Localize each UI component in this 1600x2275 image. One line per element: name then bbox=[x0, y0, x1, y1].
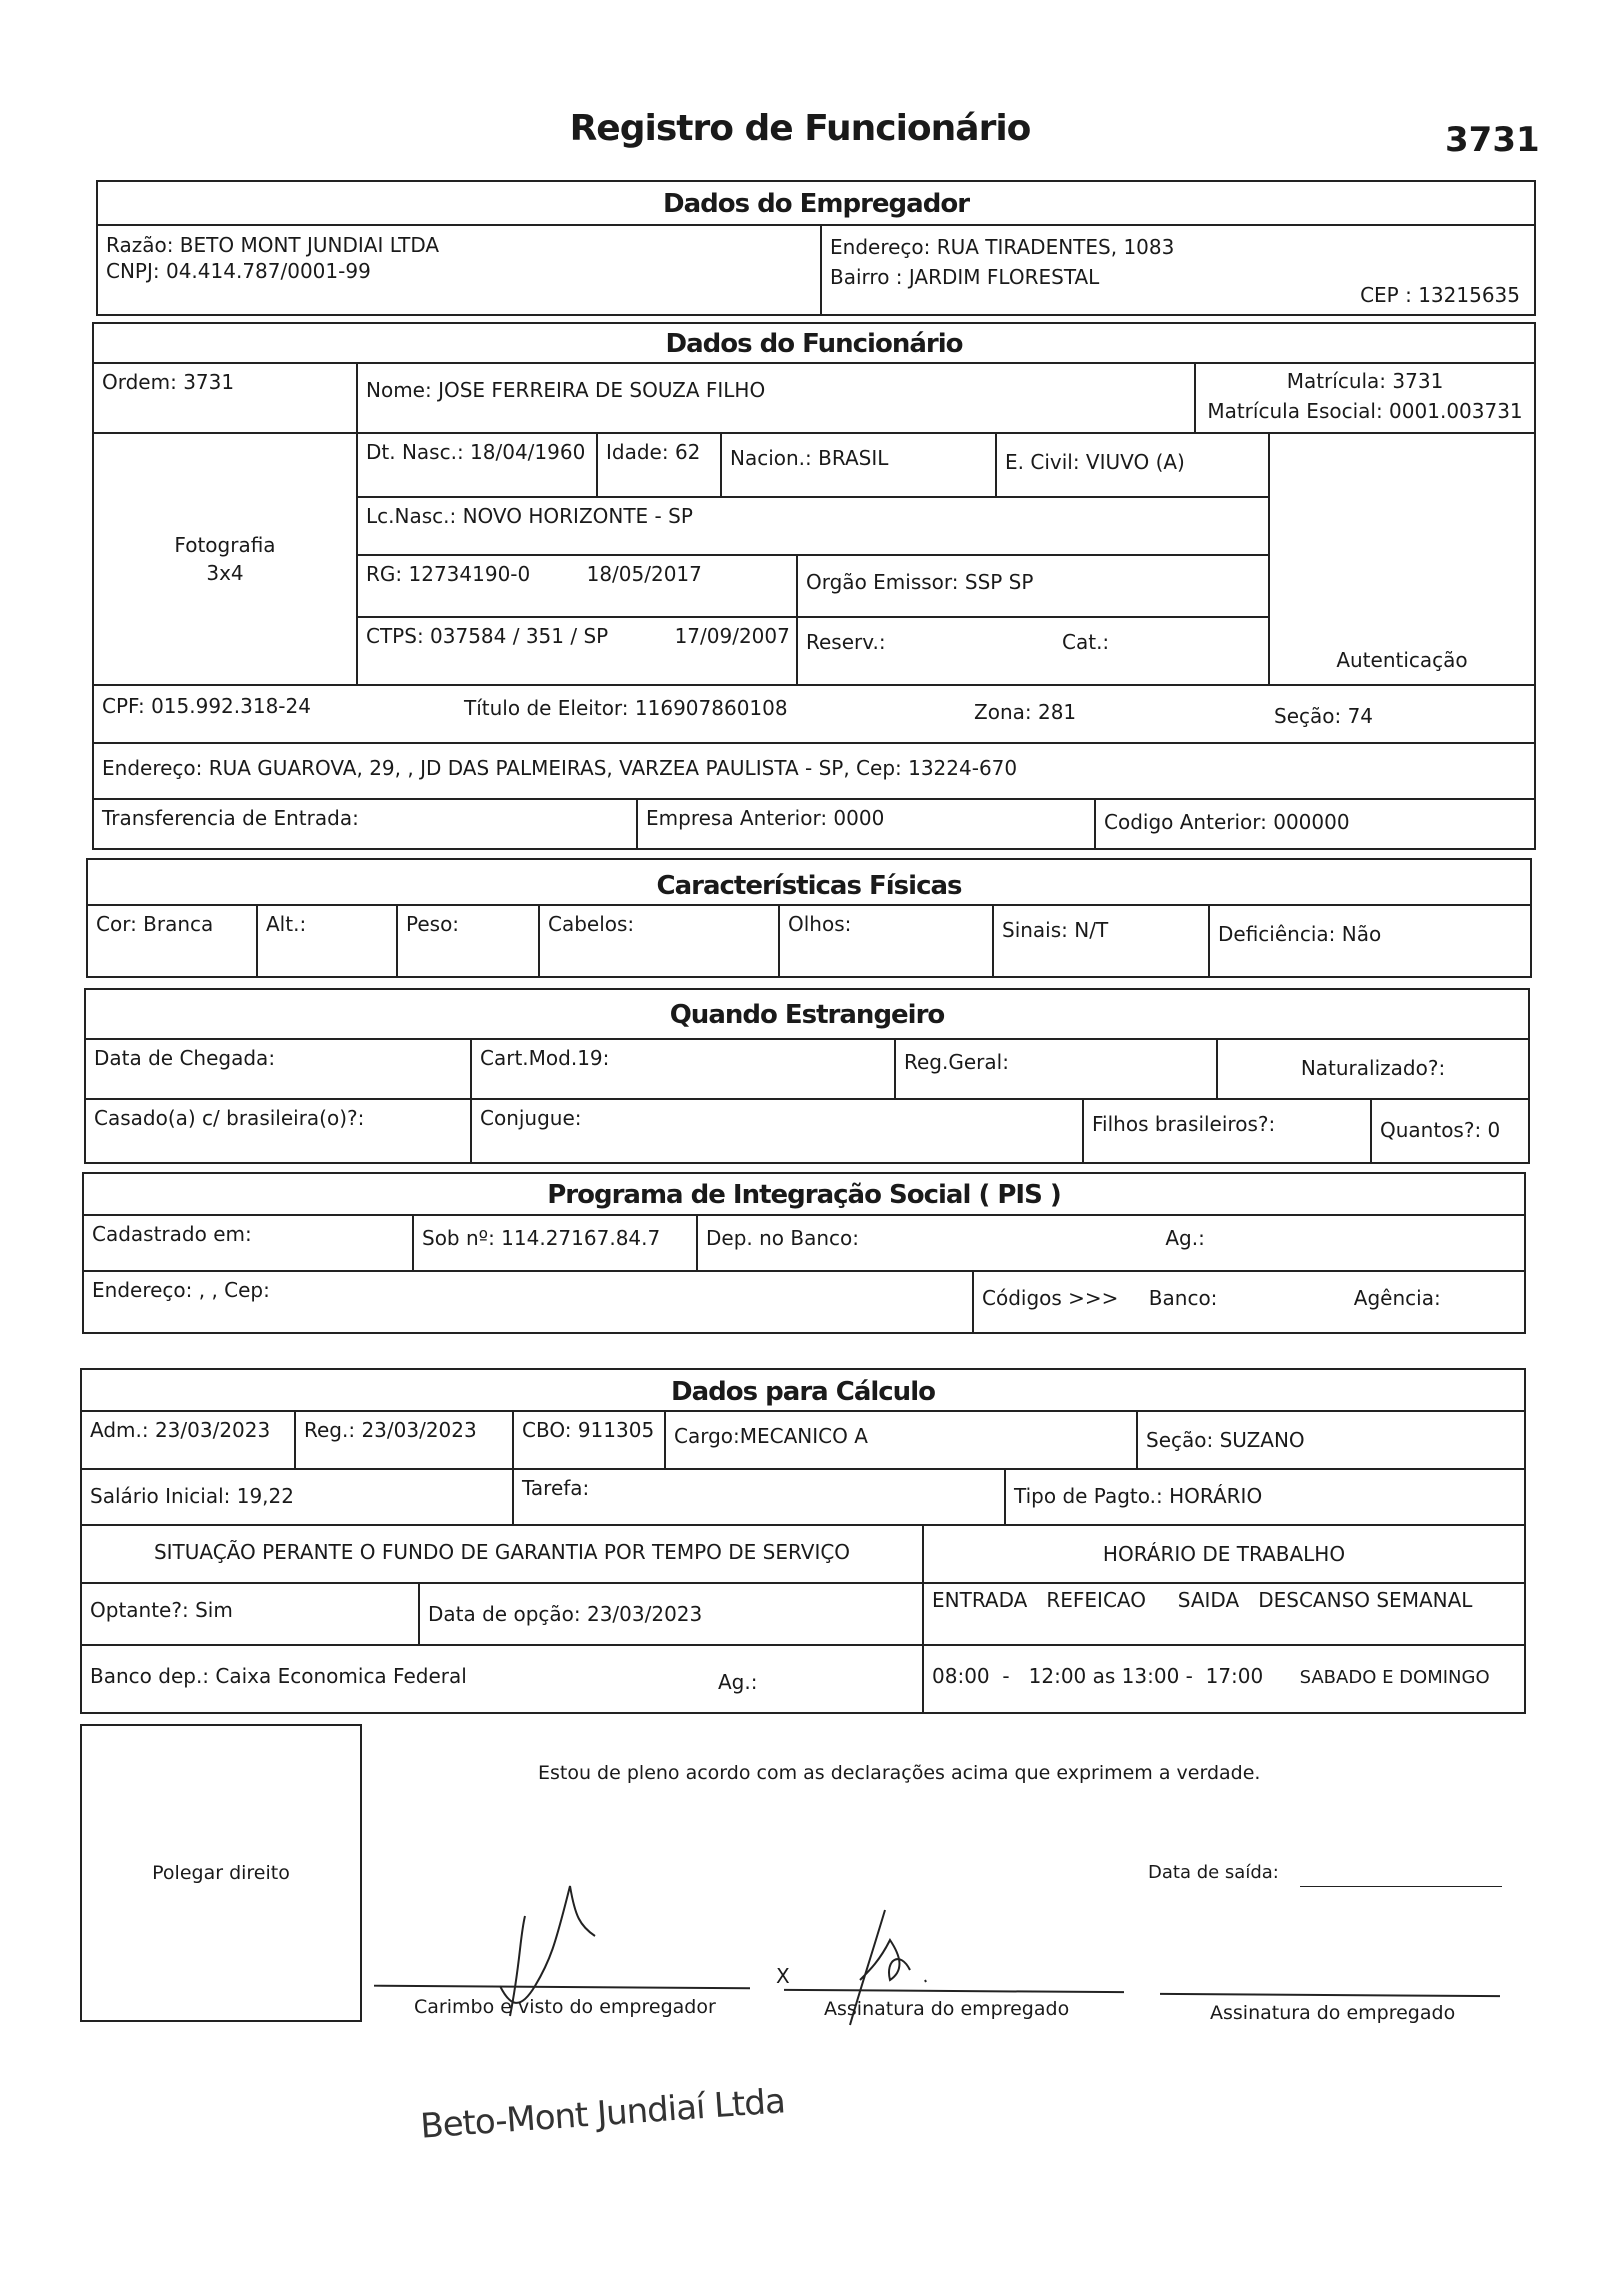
olhos: Olhos: bbox=[780, 906, 994, 976]
thumbprint-box bbox=[80, 1724, 362, 2022]
naturalizado: Naturalizado?: bbox=[1300, 1056, 1446, 1080]
ctps: CTPS: 037584 / 351 / SP bbox=[366, 624, 609, 648]
filhos-brasileiros: Filhos brasileiros?: bbox=[1084, 1100, 1372, 1162]
reg-geral: Reg.Geral: bbox=[896, 1040, 1218, 1098]
deficiencia: Deficiência: Não bbox=[1218, 922, 1382, 946]
pis-codigos: Códigos >>> bbox=[982, 1286, 1119, 1310]
horario-title: HORÁRIO DE TRABALHO bbox=[1102, 1542, 1346, 1566]
orgao-emissor: Orgão Emissor: SSP SP bbox=[806, 570, 1034, 594]
conjugue: Conjugue: bbox=[472, 1100, 1084, 1162]
transferencia-entrada: Transferencia de Entrada: bbox=[94, 800, 638, 850]
pis-section bbox=[82, 1172, 1526, 1334]
pis-numero: Sob nº: 114.27167.84.7 bbox=[414, 1216, 698, 1270]
matricula: Matrícula: 3731 bbox=[1286, 369, 1444, 393]
photo-label: Fotografia bbox=[174, 533, 276, 557]
reserv: Reserv.: bbox=[806, 630, 886, 654]
codigo-anterior: Codigo Anterior: 000000 bbox=[1104, 810, 1350, 834]
secao-eleitoral: Seção: 74 bbox=[1274, 704, 1374, 728]
employer-section-title: Dados do Empregador bbox=[98, 182, 1534, 226]
data-opcao: Data de opção: 23/03/2023 bbox=[428, 1602, 703, 1626]
ordem: Ordem: 3731 bbox=[94, 364, 358, 432]
tipo-pagamento: Tipo de Pagto.: HORÁRIO bbox=[1014, 1484, 1263, 1508]
salario-inicial: Salário Inicial: 19,22 bbox=[82, 1470, 514, 1524]
employee-signature-label: Assinatura do empregado bbox=[824, 1998, 1070, 2020]
declaration-text: Estou de pleno acordo com as declarações acima que exprimem a verdade. bbox=[538, 1762, 1261, 1784]
admissao: Adm.: 23/03/2023 bbox=[82, 1412, 296, 1468]
calculation-section-title: Dados para Cálculo bbox=[82, 1370, 1524, 1412]
estado-civil: E. Civil: VIUVO (A) bbox=[1005, 450, 1185, 474]
data-saida-line[interactable] bbox=[1300, 1886, 1502, 1887]
horario-values: 08:00 - 12:00 as 13:00 - 17:00 bbox=[932, 1664, 1264, 1688]
sinais: Sinais: N/T bbox=[994, 906, 1210, 976]
data-chegada: Data de Chegada: bbox=[86, 1040, 472, 1098]
cnpj: CNPJ: 04.414.787/0001-99 bbox=[106, 259, 371, 283]
empresa-anterior: Empresa Anterior: 0000 bbox=[638, 800, 1096, 850]
zona: Zona: 281 bbox=[974, 700, 1077, 724]
photo-placeholder bbox=[94, 434, 358, 684]
ctps-date: 17/09/2007 bbox=[674, 624, 790, 648]
peso: Peso: bbox=[398, 906, 540, 976]
document-number: 3731 bbox=[1445, 120, 1540, 160]
employee-section-title: Dados do Funcionário bbox=[94, 324, 1534, 364]
rg-date: 18/05/2017 bbox=[586, 562, 702, 586]
pis-endereco: Endereço: , , Cep: bbox=[84, 1272, 974, 1332]
physical-section bbox=[86, 858, 1532, 978]
cpf: CPF: 015.992.318-24 bbox=[102, 694, 311, 718]
data-saida-label: Data de saída: bbox=[1148, 1862, 1279, 1883]
descanso-semanal: SABADO E DOMINGO bbox=[1299, 1667, 1490, 1688]
quantos: Quantos?: 0 bbox=[1380, 1118, 1501, 1142]
razao-social: Razão: BETO MONT JUNDIAI LTDA bbox=[106, 233, 440, 257]
page-title: Registro de Funcionário bbox=[569, 108, 1031, 149]
local-nascimento: Lc.Nasc.: NOVO HORIZONTE - SP bbox=[366, 504, 693, 528]
photo-size-label: 3x4 bbox=[206, 561, 244, 585]
matricula-esocial: Matrícula Esocial: 0001.003731 bbox=[1207, 399, 1523, 423]
autenticacao bbox=[1270, 434, 1534, 684]
employee-signature-line-2 bbox=[1160, 1993, 1500, 1997]
secao-trabalho: Seção: SUZANO bbox=[1146, 1428, 1305, 1452]
pis-cadastrado: Cadastrado em: bbox=[84, 1216, 414, 1270]
autenticacao-label: Autenticação bbox=[1336, 648, 1468, 672]
horario-columns: ENTRADA REFEICAO SAIDA DESCANSO SEMANAL bbox=[932, 1588, 1473, 1612]
employee-address: Endereço: RUA GUAROVA, 29, , JD DAS PALMEIRAS, VARZEA PAULISTA - SP, Cep: 13224-670 bbox=[102, 756, 1018, 780]
registro: Reg.: 23/03/2023 bbox=[296, 1412, 514, 1468]
fgts-title: SITUAÇÃO PERANTE O FUNDO DE GARANTIA POR TEMPO DE SERVIÇO bbox=[153, 1540, 851, 1564]
cbo: CBO: 911305 bbox=[514, 1412, 666, 1468]
thumbprint-label: Polegar direito bbox=[152, 1862, 290, 1884]
physical-section-title: Características Físicas bbox=[88, 860, 1530, 906]
cabelos: Cabelos: bbox=[540, 906, 780, 976]
idade: Idade: 62 bbox=[598, 434, 722, 496]
titulo-eleitor: Título de Eleitor: 116907860108 bbox=[464, 696, 788, 720]
dt-nasc: Dt. Nasc.: 18/04/1960 bbox=[358, 434, 598, 496]
employer-address: Endereço: RUA TIRADENTES, 1083 bbox=[830, 235, 1175, 259]
cat: Cat.: bbox=[1062, 630, 1110, 654]
employer-bairro: Bairro : JARDIM FLORESTAL bbox=[830, 265, 1100, 289]
foreigner-section bbox=[84, 988, 1530, 1164]
pis-section-title: Programa de Integração Social ( PIS ) bbox=[84, 1174, 1524, 1216]
carimbo-label: Carimbo e visto do empregador bbox=[414, 1996, 716, 2018]
pis-dep-banco: Dep. no Banco: bbox=[706, 1226, 860, 1250]
cor: Cor: Branca bbox=[88, 906, 258, 976]
employer-cep: CEP : 13215635 bbox=[1360, 283, 1520, 307]
altura: Alt.: bbox=[258, 906, 398, 976]
cart-mod-19: Cart.Mod.19: bbox=[472, 1040, 896, 1098]
employer-section bbox=[96, 180, 1536, 316]
optante: Optante?: Sim bbox=[82, 1584, 420, 1644]
casado-brasileiro: Casado(a) c/ brasileira(o)?: bbox=[86, 1100, 472, 1162]
employee-signature-label-2: Assinatura do empregado bbox=[1210, 2002, 1456, 2024]
employee-section bbox=[92, 322, 1536, 850]
rg: RG: 12734190-0 bbox=[366, 562, 531, 586]
cargo: Cargo:MECANICO A bbox=[666, 1412, 1138, 1468]
banco-agencia: Ag.: bbox=[718, 1670, 758, 1694]
tarefa: Tarefa: bbox=[514, 1470, 1006, 1524]
pis-agencia-codigo: Agência: bbox=[1353, 1286, 1441, 1310]
nacionalidade: Nacion.: BRASIL bbox=[722, 434, 997, 496]
employee-name: Nome: JOSE FERREIRA DE SOUZA FILHO bbox=[358, 364, 1196, 432]
pis-banco: Banco: bbox=[1148, 1286, 1218, 1310]
banco-deposito: Banco dep.: Caixa Economica Federal bbox=[90, 1664, 467, 1688]
calculation-section bbox=[80, 1368, 1526, 1714]
signature-x-mark: X bbox=[776, 1964, 790, 1988]
pis-agencia: Ag.: bbox=[1165, 1226, 1205, 1250]
foreigner-section-title: Quando Estrangeiro bbox=[86, 990, 1528, 1040]
company-stamp: Beto-Mont Jundiaí Ltda bbox=[419, 2081, 786, 2147]
